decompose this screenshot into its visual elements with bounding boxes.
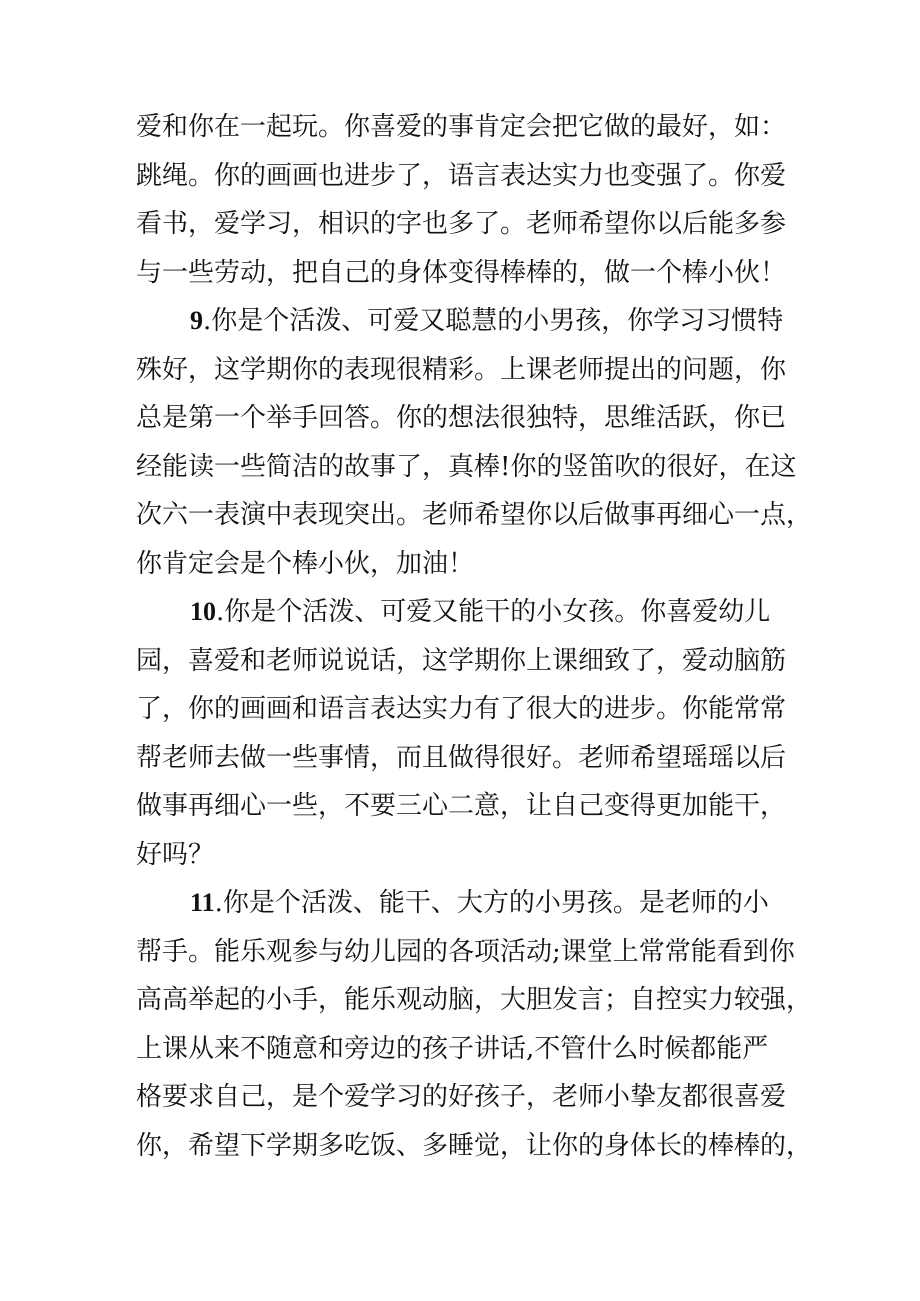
text-line: 爱和你在一起玩。你喜爱的事肯定会把它做的最好，如： xyxy=(136,112,787,142)
text-line: 次六一表演中表现突出。老师希望你以后做事再细心一点， xyxy=(136,500,813,530)
text-line: 与一些劳动，把自己的身体变得棒棒的，做一个棒小伙！ xyxy=(136,257,787,288)
paragraph-number: 10 xyxy=(190,597,216,626)
text-line: 上课从来不随意和旁边的孩子讲话,不管什么时候都能严 xyxy=(136,1033,769,1064)
text-line: 了，你的画画和语言表达实力有了很大的进步。你能常常 xyxy=(136,694,787,724)
text-line: 经能读一些简洁的故事了，真棒!你的竖笛吹的很好，在这 xyxy=(136,451,797,482)
document-body xyxy=(136,103,816,1170)
text-line: 殊好，这学期你的表现很精彩。上课老师提出的问题，你 xyxy=(136,354,787,385)
text-line: 做事再细心一些，不要三心二意，让自己变得更加能干， xyxy=(136,791,787,821)
paragraph-first-line xyxy=(136,588,816,637)
text-line: 你，希望下学期多吃饭、多睡觉，让你的身体长的棒棒的， xyxy=(136,1130,813,1161)
text-line: 高高举起的小手，能乐观动脑，大胆发言；自控实力较强， xyxy=(136,985,813,1015)
text-line: 园，喜爱和老师说说话，这学期你上课细致了，爱动脑筋 xyxy=(136,645,787,676)
text-segment: .你是个活泼、可爱又聪慧的小男孩，你学习习惯特 xyxy=(203,306,784,336)
text-line: 好吗？ xyxy=(136,839,215,870)
paragraph-first-line xyxy=(136,297,816,346)
text-segment: .你是个活泼、可爱又能干的小女孩。你喜爱幼儿 xyxy=(216,597,771,627)
paragraph-number: 11 xyxy=(190,888,215,917)
text-line: 你肯定会是个棒小伙，加油！ xyxy=(136,548,475,579)
text-segment: .你是个活泼、能干、大方的小男孩。是老师的小 xyxy=(214,888,769,918)
text-line: 格要求自己，是个爱学习的好孩子，老师小挚友都很喜爱 xyxy=(136,1082,787,1112)
text-line: 帮老师去做一些事情，而且做得很好。老师希望瑶瑶以后 xyxy=(136,742,787,773)
text-line: 总是第一个举手回答。你的想法很独特，思维活跃，你已 xyxy=(136,403,787,433)
paragraph-number: 9 xyxy=(190,306,203,335)
paragraph-first-line xyxy=(136,879,816,928)
text-line: 看书，爱学习，相识的字也多了。老师希望你以后能多参 xyxy=(136,209,787,239)
text-line: 帮手。能乐观参与幼儿园的各项活动;课堂上常常能看到你 xyxy=(136,936,795,967)
text-line: 跳绳。你的画画也进步了，语言表达实力也变强了。你爱 xyxy=(136,160,787,191)
